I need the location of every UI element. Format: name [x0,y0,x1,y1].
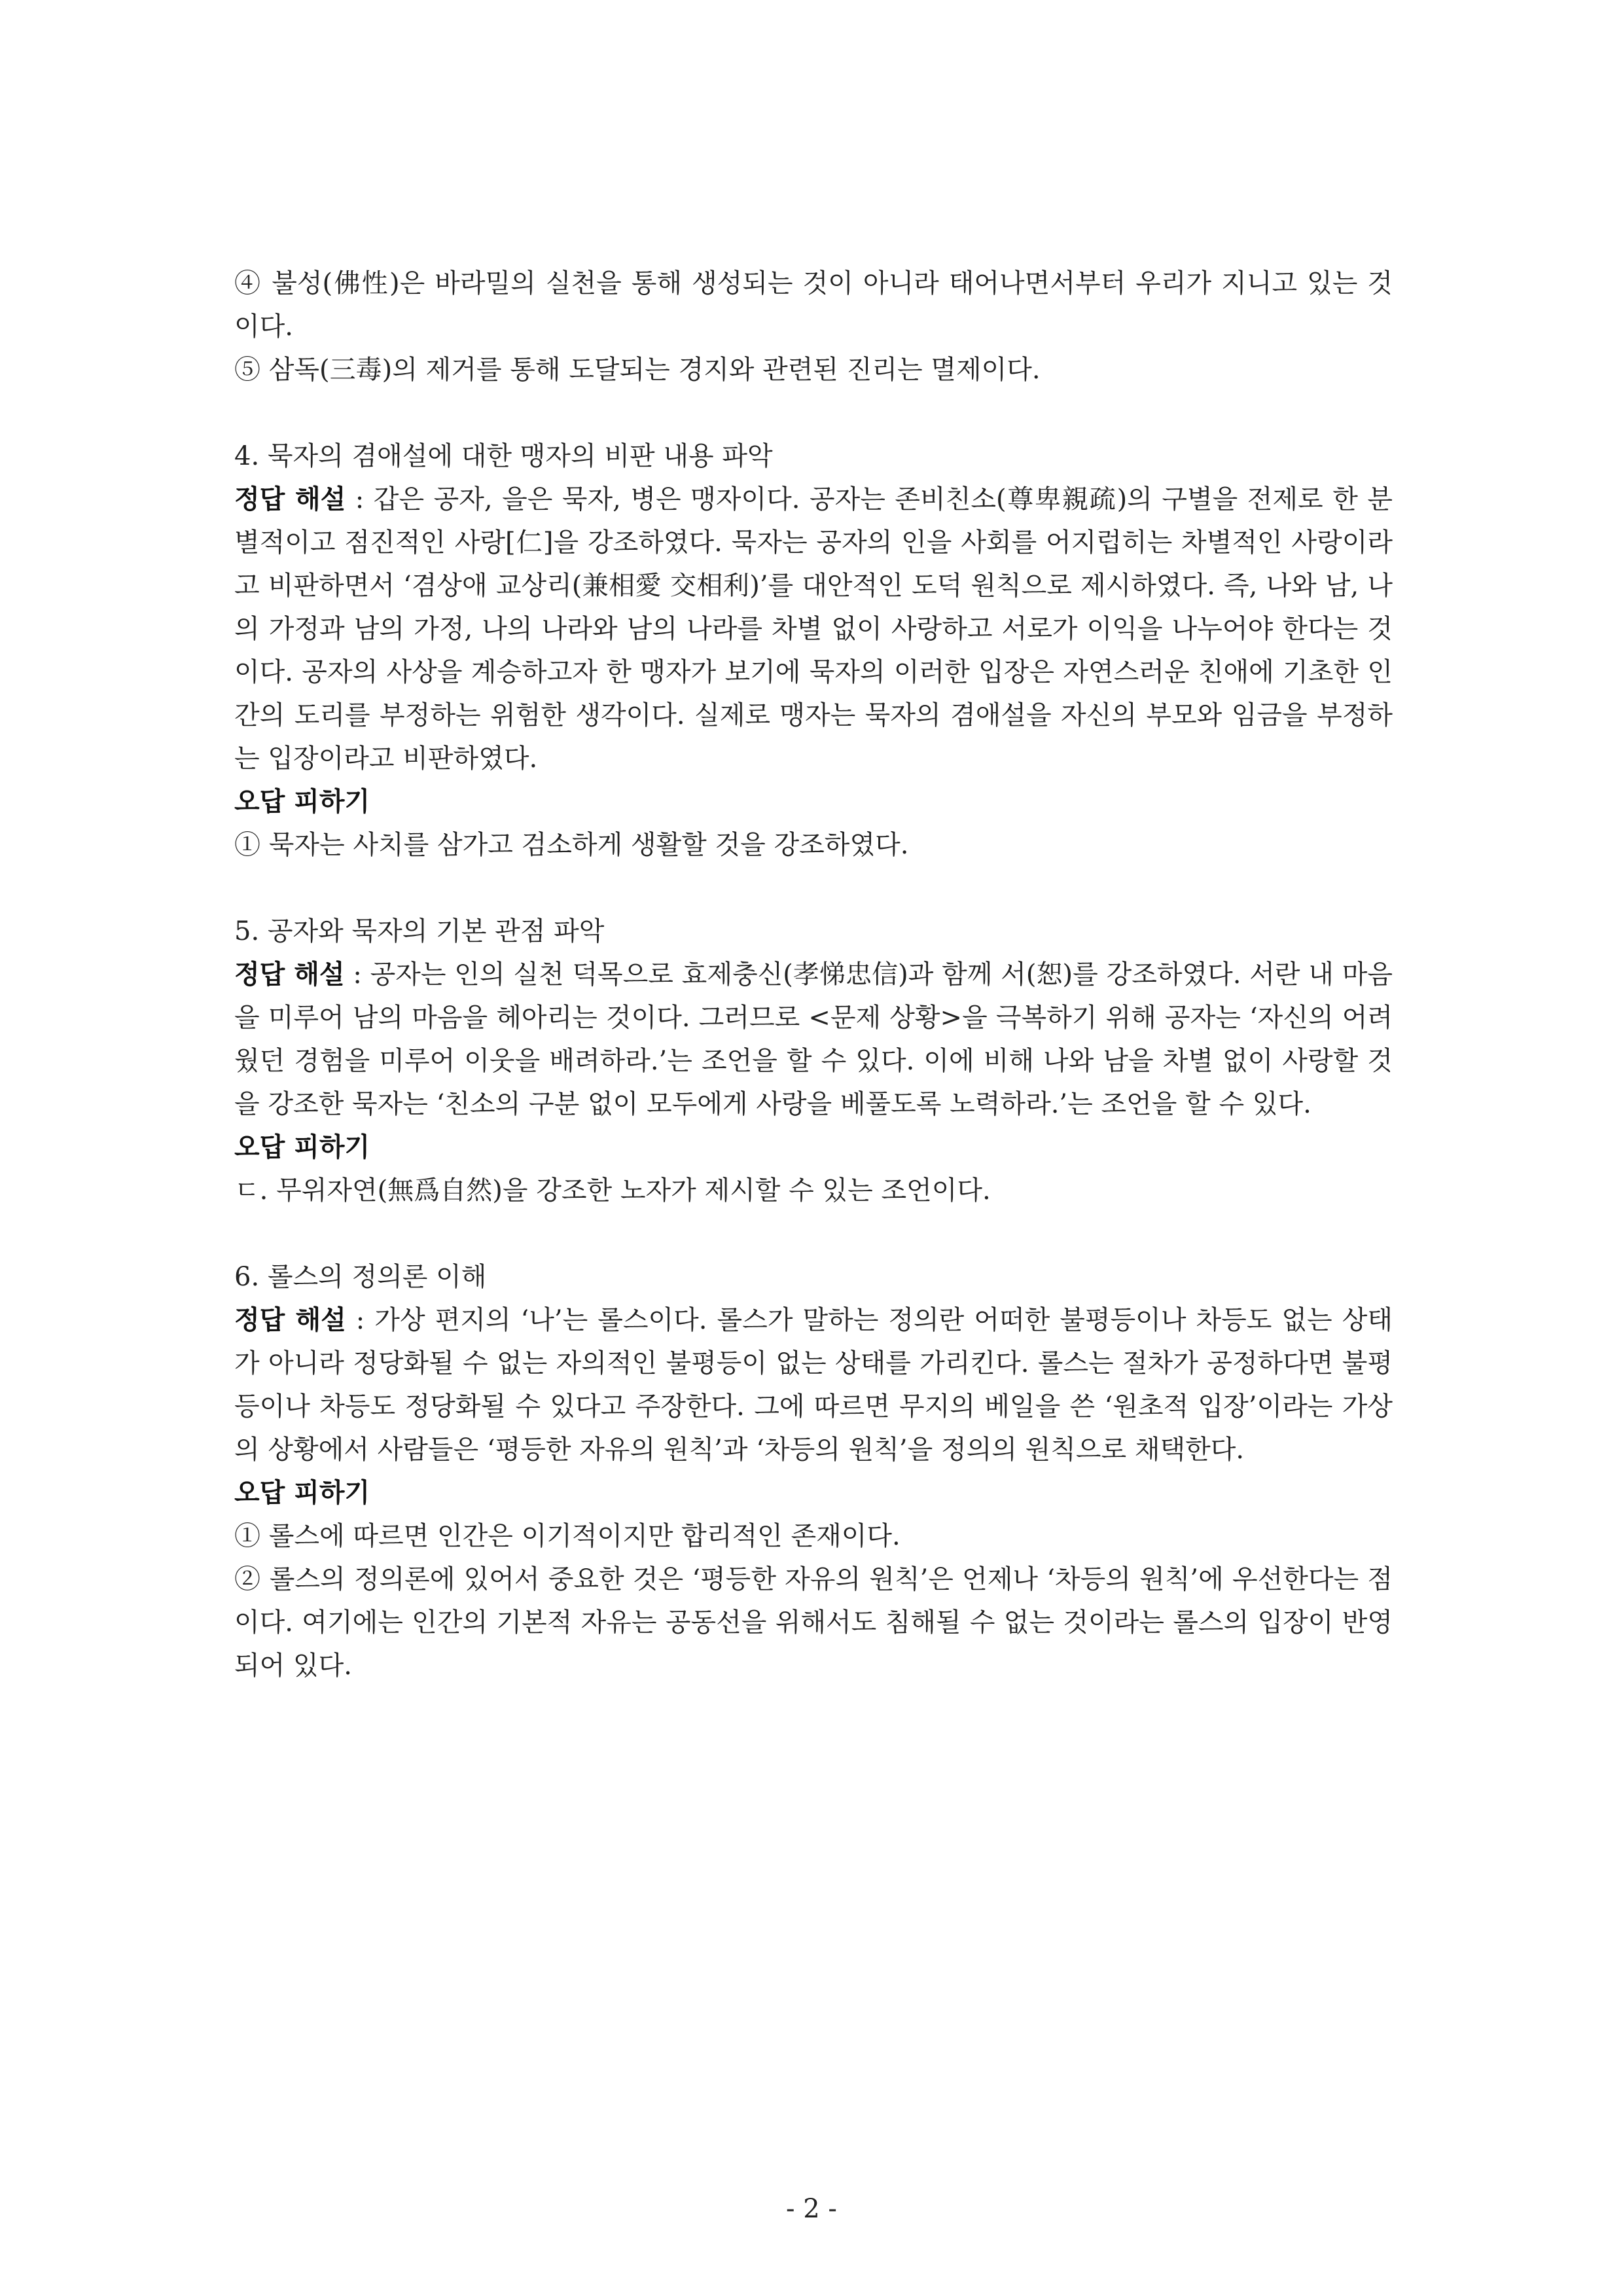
section-6 [234,1255,1393,1687]
section-spacer [234,1212,1393,1255]
section-title: 4. 묵자의 겸애설에 대한 맹자의 비판 내용 파악 [234,441,773,471]
carryover-item-5: ⑤ 삼독(三毒)의 제거를 통해 도달되는 경지와 관련된 진리는 멸제이다. [234,355,1041,385]
answer-label: 정답 해설 [234,1305,346,1335]
page-number: - 2 - [786,2194,837,2224]
avoid-label: 오답 피하기 [234,787,370,817]
avoid-item: ㄷ. 무위자연(無爲自然)을 강조한 노자가 제시할 수 있는 조언이다. [234,1175,991,1206]
section-4 [234,435,1393,867]
avoid-item: ① 묵자는 사치를 삼가고 검소하게 생활할 것을 강조하였다. [234,830,909,860]
section-spacer [234,391,1393,435]
carryover-item-4: ④ 불성(佛性)은 바라밀의 실천을 통해 생성되는 것이 아니라 태어나면서부터 우리가 지니고 있는 것이다. [234,268,1393,342]
section-spacer [234,867,1393,910]
answer-label: 정답 해설 [234,484,346,514]
answer-explanation [234,953,1393,1126]
answer-text: : 가상 편지의 ‘나’는 롤스이다. 롤스가 말하는 정의란 어떠한 불평등이나 차등도 없는 상태가 아니라 정당화될 수 없는 자의적인 불평등이 없는 상태를 가리킨다. 롤스는 절차가 공정하다면 불평등이나 차등도 정당화될 수 있다고 주장한다. 그에 따르면 무지의 베일을 쓴 ‘원초적 입장’이라는 가상의 상황에서 사람들은 ‘평등한 자유의 원칙’과 ‘차등의 원칙’을 정의의 원칙으로 채택한다. [234,1305,1393,1465]
answer-text: : 갑은 공자, 을은 묵자, 병은 맹자이다. 공자는 존비친소(尊卑親疏)의 구별을 전제로 한 분별적이고 점진적인 사랑[仁]을 강조하였다. 묵자는 공자의 인을 사회를 어지럽히는 차별적인 사랑이라고 비판하면서 ‘겸상애 교상리(兼相愛 交相利)’를 대안적인 도덕 원칙으로 제시하였다. 즉, 나와 남, 나의 가정과 남의 가정, 나의 나라와 남의 나라를 차별 없이 사랑하고 서로가 이익을 나누어야 한다는 것이다. 공자의 사상을 계승하고자 한 맹자가 보기에 묵자의 이러한 입장은 자연스러운 친애에 기초한 인간의 도리를 부정하는 위험한 생각이다. 실제로 맹자는 묵자의 겸애설을 자신의 부모와 임금을 부정하는 입장이라고 비판하였다. [234,484,1393,774]
avoid-label: 오답 피하기 [234,1478,370,1508]
avoid-label: 오답 피하기 [234,1132,370,1162]
page-body [234,262,1393,1687]
section-5 [234,910,1393,1212]
avoid-item: ② 롤스의 정의론에 있어서 중요한 것은 ‘평등한 자유의 원칙’은 언제나 ‘차등의 원칙’에 우선한다는 점이다. 여기에는 인간의 기본적 자유는 공동선을 위해서도 침해될 수 없는 것이라는 롤스의 입장이 반영되어 있다. [234,1564,1393,1681]
answer-label: 정답 해설 [234,960,345,990]
section-title: 5. 공자와 묵자의 기본 관점 파악 [234,916,605,946]
answer-explanation [234,478,1393,780]
answer-explanation [234,1299,1393,1471]
answer-text: : 공자는 인의 실천 덕목으로 효제충신(孝悌忠信)과 함께 서(恕)를 강조하였다. 서란 내 마음을 미루어 남의 마음을 헤아리는 것이다. 그러므로 <문제 상황>을 극복하기 위해 공자는 ‘자신의 어려웠던 경험을 미루어 이웃을 배려하라.’는 조언을 할 수 있다. 이에 비해 나와 남을 차별 없이 사랑할 것을 강조한 묵자는 ‘친소의 구분 없이 모두에게 사랑을 베풀도록 노력하라.’는 조언을 할 수 있다. [234,960,1393,1119]
avoid-item: ① 롤스에 따르면 인간은 이기적이지만 합리적인 존재이다. [234,1521,901,1551]
section-title: 6. 롤스의 정의론 이해 [234,1262,487,1292]
